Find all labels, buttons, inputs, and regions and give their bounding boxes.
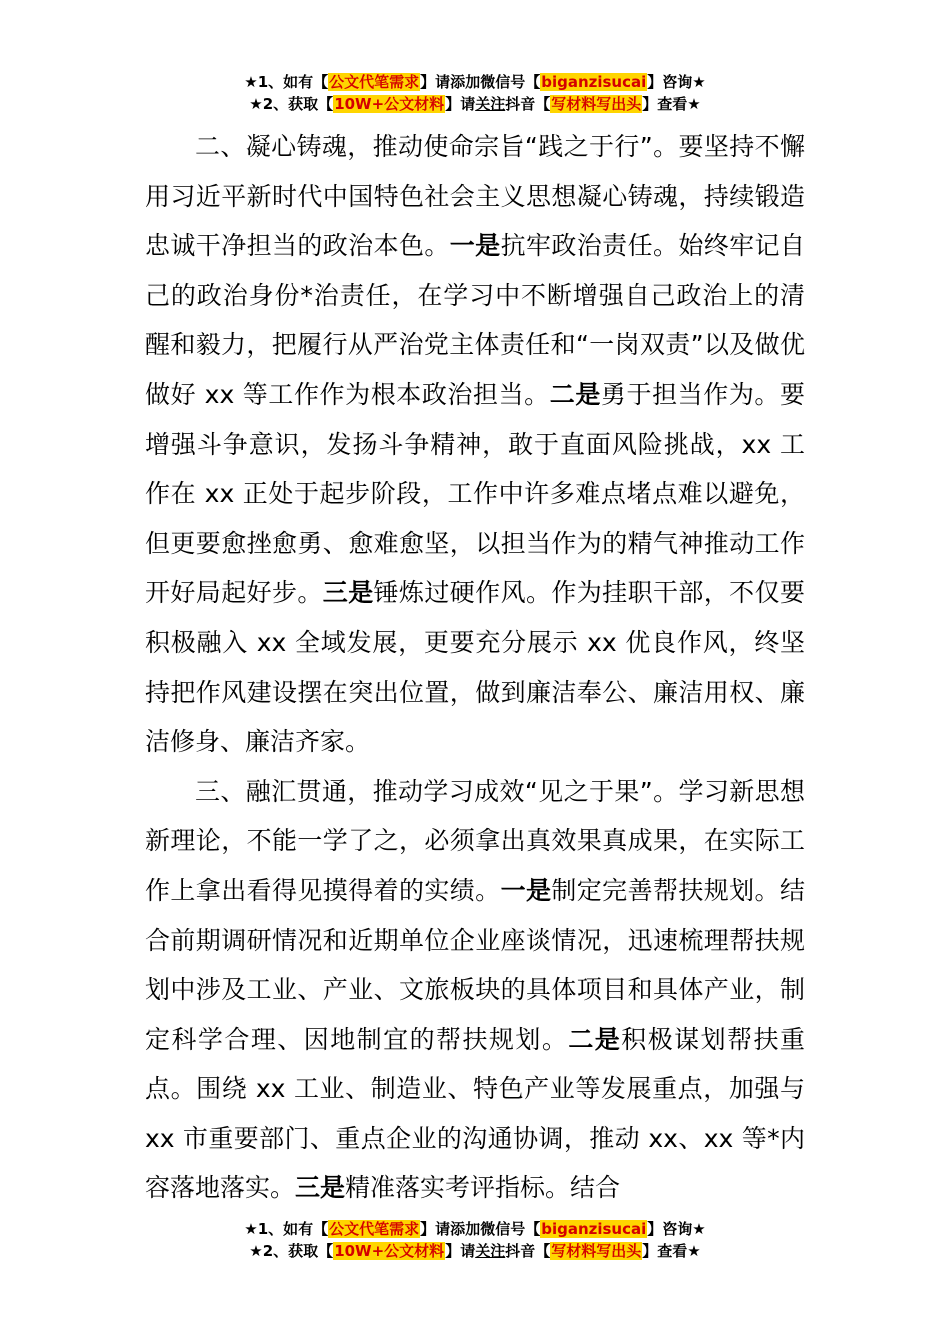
banner-text: 】咨询★ — [647, 73, 706, 91]
banner-text: 】请 — [445, 1242, 476, 1260]
paragraph-text: 积极谋划帮扶重点。围绕 xx 工业、制造业、特色产业等发展重点，加强与 xx 市重要部门、重点企业的沟通协调，推动 xx、xx 等*内容落地落实。 — [145, 1024, 805, 1203]
banner-text: ★1、如有【 — [244, 73, 329, 91]
highlight-wechat-id: biganzisucai — [541, 1220, 647, 1238]
highlight-service: 公文代笔需求 — [329, 1220, 420, 1238]
highlight-materials: 10W+公文材料 — [334, 95, 445, 113]
banner-line-2 — [0, 93, 950, 115]
paragraph-text: 锤炼过硬作风。作为挂职干部，不仅要积极融入 xx 全域发展，更要充分展示 xx 优良作风，终坚持把作风建设摆在突出位置，做到廉洁奉公、廉洁用权、廉洁修身、廉洁齐家。 — [145, 578, 805, 757]
keyword-bold: 三是 — [322, 578, 374, 608]
banner-text: ★2、获取【 — [249, 1242, 334, 1260]
keyword-bold: 一是 — [500, 875, 552, 905]
banner-text: 】请添 — [420, 73, 466, 91]
keyword-bold: 一是 — [449, 231, 501, 261]
banner-text: 】查看★ — [642, 95, 701, 113]
header-banner — [0, 71, 950, 115]
banner-text: 抖音【 — [505, 1242, 551, 1260]
banner-text: 加 — [465, 1220, 481, 1238]
highlight-service: 公文代笔需求 — [329, 73, 420, 91]
banner-line-1 — [0, 71, 950, 93]
keyword-bold: 二是 — [549, 379, 601, 409]
banner-text: 】请添 — [420, 1220, 466, 1238]
footer-banner — [0, 1218, 950, 1262]
keyword-bold: 三是 — [295, 1173, 346, 1203]
banner-line-2 — [0, 1240, 950, 1262]
banner-text: 关注 — [475, 95, 506, 113]
banner-text: 加 — [465, 73, 481, 91]
paragraph-text: 抗牢政治责任。始终牢记自己的政治身份*治责任，在学习中不断增强自己政治上的清醒和毅力，把履行从严治党主体责任和“一岗双责”以及做优做好 xx 等工作作为根本政治担当。 — [145, 231, 805, 409]
banner-line-1 — [0, 1218, 950, 1240]
banner-text: 】请 — [445, 95, 476, 113]
paragraph-section-2 — [145, 122, 805, 767]
paragraph-text: 二、凝心铸魂，推动使命宗旨“践之于行”。要坚持不懈用习近平新时代中国特色社会主义思想凝心铸魂，持续锻造忠诚干净担当的政治本色。 — [145, 132, 805, 261]
highlight-douyin: 写材料写出头 — [551, 1242, 642, 1260]
paragraph-text: 精准落实考评指标。结合 — [345, 1173, 621, 1203]
banner-text: 微信号【 — [480, 1220, 541, 1238]
paragraph-section-3 — [145, 767, 805, 1213]
document-body — [145, 122, 805, 1213]
banner-text: 】查看★ — [642, 1242, 701, 1260]
paragraph-text: 勇于担当作为。要增强斗争意识，发扬斗争精神，敢于直面风险挑战，xx 工作在 xx 正处于起步阶段，工作中许多难点堵点难以避免，但更要愈挫愈勇、愈难愈坚，以担当作为的精气神推动工作开好局起好步。 — [145, 379, 805, 608]
banner-text: 微信号【 — [480, 73, 541, 91]
paragraph-text: 三、融汇贯通，推动学习成效“见之于果”。学习新思想新理论，不能一学了之，必须拿出真效果真成果，在实际工作上拿出看得见摸得着的实绩。 — [145, 776, 805, 905]
banner-text: 】咨询★ — [647, 1220, 706, 1238]
paragraph-text: 制定完善帮扶规划。结合前期调研情况和近期单位企业座谈情况，迅速梳理帮扶规划中涉及工业、产业、文旅板块的具体项目和具体产业，制定科学合理、因地制宜的帮扶规划。 — [145, 875, 805, 1054]
banner-text: ★2、获取【 — [249, 95, 334, 113]
highlight-douyin: 写材料写出头 — [551, 95, 642, 113]
banner-text: 关注 — [475, 1242, 506, 1260]
banner-text: 抖音【 — [505, 95, 551, 113]
banner-text: ★1、如有【 — [244, 1220, 329, 1238]
keyword-bold: 二是 — [568, 1024, 622, 1054]
highlight-wechat-id: biganzisucai — [541, 73, 647, 91]
highlight-materials: 10W+公文材料 — [334, 1242, 445, 1260]
